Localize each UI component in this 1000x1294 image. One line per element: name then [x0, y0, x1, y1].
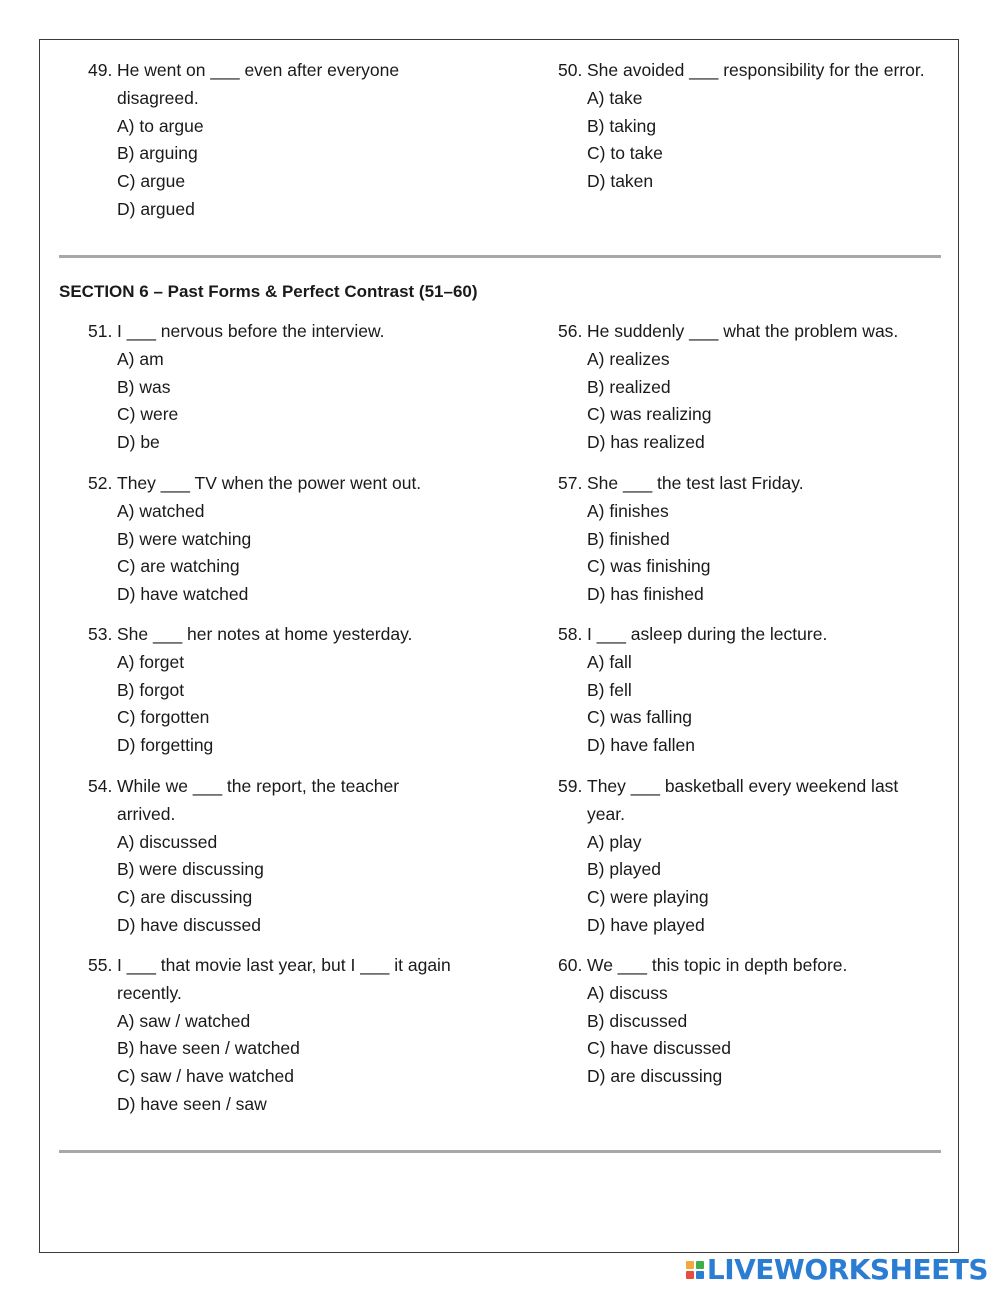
option-b[interactable]: B) taking — [587, 115, 657, 136]
section-divider — [59, 255, 941, 258]
question-stem: While we ___ the report, the teacher arrived. — [117, 776, 400, 824]
option-a[interactable]: A) saw / watched — [117, 1010, 251, 1031]
option-a[interactable]: A) to argue — [117, 115, 204, 136]
question-stem: They ___ TV when the power went out. — [117, 473, 422, 493]
question-number: 56. — [558, 321, 583, 341]
option-b[interactable]: B) was — [117, 376, 171, 397]
question-number: 60. — [558, 955, 583, 975]
option-b[interactable]: B) arguing — [117, 143, 198, 164]
option-c[interactable]: C) have discussed — [587, 1038, 731, 1059]
option-b[interactable]: B) fell — [587, 679, 632, 700]
question-number: 53. — [88, 624, 113, 644]
option-b[interactable]: B) forgot — [117, 679, 185, 700]
option-c[interactable]: C) forgotten — [117, 707, 210, 728]
option-c[interactable]: C) were playing — [587, 887, 709, 908]
question-59 — [558, 773, 928, 940]
option-b[interactable]: B) played — [587, 859, 661, 880]
question-55 — [88, 952, 458, 1119]
option-a[interactable]: A) discuss — [587, 982, 668, 1003]
question-50 — [558, 57, 928, 196]
option-a[interactable]: A) discussed — [117, 831, 218, 852]
question-58 — [558, 621, 928, 760]
question-stem: We ___ this topic in depth before. — [587, 955, 848, 975]
option-a[interactable]: A) fall — [587, 651, 632, 672]
option-d[interactable]: D) are discussing — [587, 1066, 723, 1087]
question-stem: She avoided ___ responsibility for the error. — [587, 60, 925, 80]
question-number: 52. — [88, 473, 113, 493]
option-a[interactable]: A) take — [587, 87, 643, 108]
option-c[interactable]: C) are discussing — [117, 887, 253, 908]
option-d[interactable]: D) have seen / saw — [117, 1093, 267, 1114]
option-c[interactable]: C) to take — [587, 143, 663, 164]
option-b[interactable]: B) were watching — [117, 528, 252, 549]
option-a[interactable]: A) am — [117, 348, 164, 369]
question-60 — [558, 952, 928, 1091]
question-number: 57. — [558, 473, 583, 493]
option-c[interactable]: C) saw / have watched — [117, 1066, 295, 1087]
question-51 — [88, 318, 458, 457]
question-number: 51. — [88, 321, 113, 341]
option-d[interactable]: D) have watched — [117, 584, 249, 605]
question-stem: She ___ her notes at home yesterday. — [117, 624, 413, 644]
option-d[interactable]: D) has realized — [587, 432, 705, 453]
question-stem: I ___ asleep during the lecture. — [587, 624, 828, 644]
option-a[interactable]: A) play — [587, 831, 642, 852]
logo-text: LIVEWORKSHEETS — [706, 1253, 988, 1286]
question-53 — [88, 621, 458, 760]
option-c[interactable]: C) was falling — [587, 707, 693, 728]
option-d[interactable]: D) have fallen — [587, 735, 695, 756]
option-b[interactable]: B) realized — [587, 376, 671, 397]
option-a[interactable]: A) finishes — [587, 500, 669, 521]
option-c[interactable]: C) were — [117, 404, 179, 425]
option-d[interactable]: D) argued — [117, 198, 195, 219]
question-52 — [88, 470, 458, 609]
logo-square — [686, 1271, 694, 1279]
option-b[interactable]: B) were discussing — [117, 859, 264, 880]
logo-square — [686, 1261, 694, 1269]
question-54 — [88, 773, 458, 940]
option-d[interactable]: D) have played — [587, 914, 705, 935]
option-b[interactable]: B) discussed — [587, 1010, 688, 1031]
option-d[interactable]: D) has finished — [587, 584, 704, 605]
bottom-divider — [59, 1150, 941, 1153]
question-number: 55. — [88, 955, 113, 975]
question-49 — [88, 57, 458, 224]
question-number: 58. — [558, 624, 583, 644]
question-57 — [558, 470, 928, 609]
option-b[interactable]: B) finished — [587, 528, 670, 549]
question-number: 49. — [88, 60, 113, 80]
logo-squares-icon — [686, 1261, 704, 1279]
option-d[interactable]: D) be — [117, 432, 160, 453]
option-c[interactable]: C) was realizing — [587, 404, 712, 425]
question-56 — [558, 318, 928, 457]
question-number: 59. — [558, 776, 583, 796]
question-stem: He suddenly ___ what the problem was. — [587, 321, 899, 341]
option-d[interactable]: D) forgetting — [117, 735, 214, 756]
logo-square — [696, 1271, 704, 1279]
option-a[interactable]: A) watched — [117, 500, 205, 521]
question-stem: I ___ that movie last year, but I ___ it again recently. — [117, 955, 451, 1003]
option-d[interactable]: D) taken — [587, 171, 654, 192]
liveworksheets-logo[interactable] — [686, 1253, 988, 1287]
option-c[interactable]: C) are watching — [117, 556, 240, 577]
option-c[interactable]: C) argue — [117, 171, 186, 192]
question-stem: They ___ basketball every weekend last year. — [587, 776, 899, 824]
question-number: 54. — [88, 776, 113, 796]
section-6-title: SECTION 6 – Past Forms & Perfect Contrast (51–60) — [59, 282, 478, 301]
question-stem: He went on ___ even after everyone disagreed. — [117, 60, 400, 108]
question-number: 50. — [558, 60, 583, 80]
logo-square — [696, 1261, 704, 1269]
question-stem: I ___ nervous before the interview. — [117, 321, 385, 341]
question-stem: She ___ the test last Friday. — [587, 473, 804, 493]
option-d[interactable]: D) have discussed — [117, 914, 261, 935]
option-a[interactable]: A) forget — [117, 651, 185, 672]
option-c[interactable]: C) was finishing — [587, 556, 711, 577]
option-a[interactable]: A) realizes — [587, 348, 670, 369]
option-b[interactable]: B) have seen / watched — [117, 1038, 300, 1059]
